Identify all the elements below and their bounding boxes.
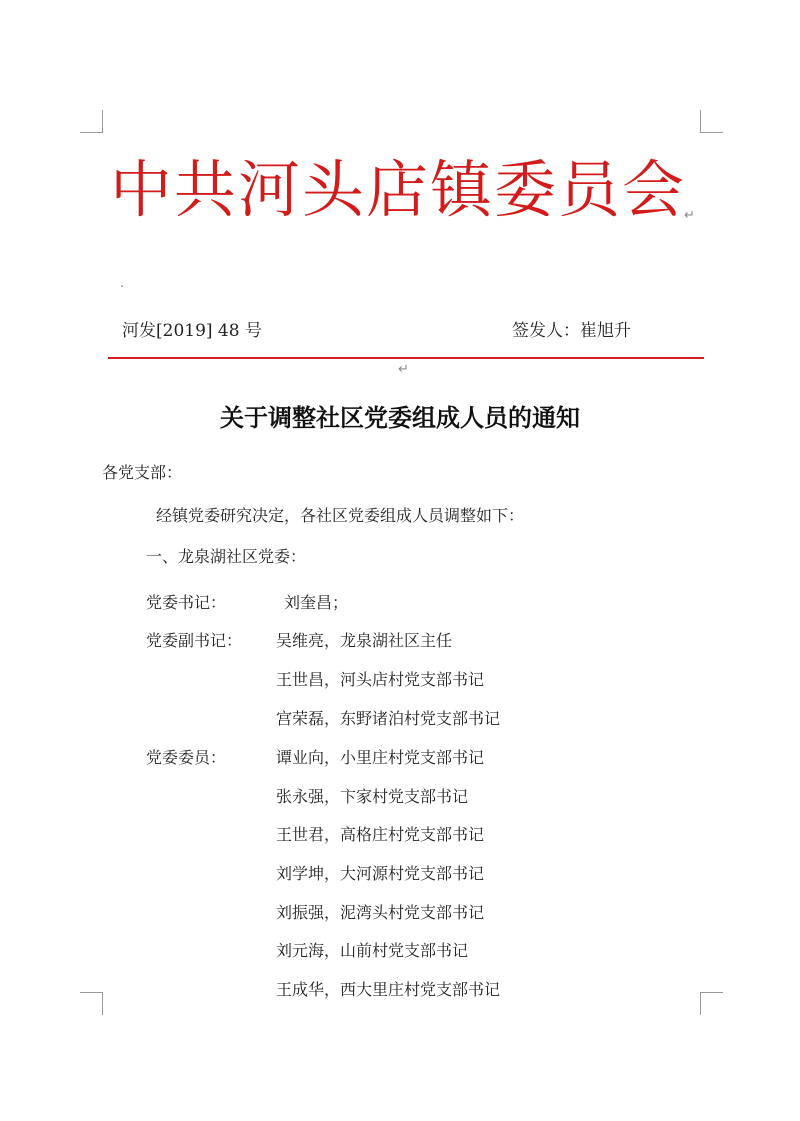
paragraph-mark-icon: · [120, 280, 125, 295]
member-entry: 刘学坤，大河源村党支部书记 [276, 864, 485, 883]
member-entry: 张永强，卞家村党支部书记 [276, 787, 469, 806]
paragraph-mark-icon: ↵ [684, 208, 697, 223]
crop-mark-top-left [80, 110, 103, 133]
crop-mark-bottom-left [80, 992, 103, 1015]
member-entry: 王世君，高格庄村党支部书记 [276, 825, 485, 844]
section-heading: 一、龙泉湖社区党委： [146, 547, 307, 566]
paragraph-mark-icon: ↵ [398, 362, 409, 377]
deputy-label: 党委副书记： [146, 631, 243, 650]
secretary-name: 刘奎昌； [284, 593, 349, 612]
secretary-label: 党委书记： [146, 593, 227, 612]
member-entry: 王成华，西大里庄村党支部书记 [276, 980, 501, 999]
members-label: 党委委员： [146, 748, 227, 767]
deputy-entry: 吴维亮，龙泉湖社区主任 [276, 631, 453, 650]
deputy-entry: 宫荣磊，东野诸泊村党支部书记 [276, 709, 501, 728]
notice-title: 关于调整社区党委组成人员的通知 [220, 404, 580, 432]
deputy-entry: 王世昌，河头店村党支部书记 [276, 670, 485, 689]
masthead-text: 中共河头店镇委员会 [110, 153, 687, 226]
intro-paragraph: 经镇党委研究决定，各社区党委组成人员调整如下： [156, 506, 525, 525]
salutation: 各党支部： [102, 463, 183, 482]
crop-mark-bottom-right [700, 992, 723, 1015]
document-number: 河发[2019] 48 号 [122, 321, 262, 341]
signer: 签发人：崔旭升 [512, 321, 631, 341]
crop-mark-top-right [700, 110, 723, 133]
member-entry: 刘元海，山前村党支部书记 [276, 941, 469, 960]
member-entry: 谭业向，小里庄村党支部书记 [276, 748, 485, 767]
member-entry: 刘振强，泥湾头村党支部书记 [276, 903, 485, 922]
masthead [110, 138, 700, 242]
red-divider [108, 357, 704, 359]
